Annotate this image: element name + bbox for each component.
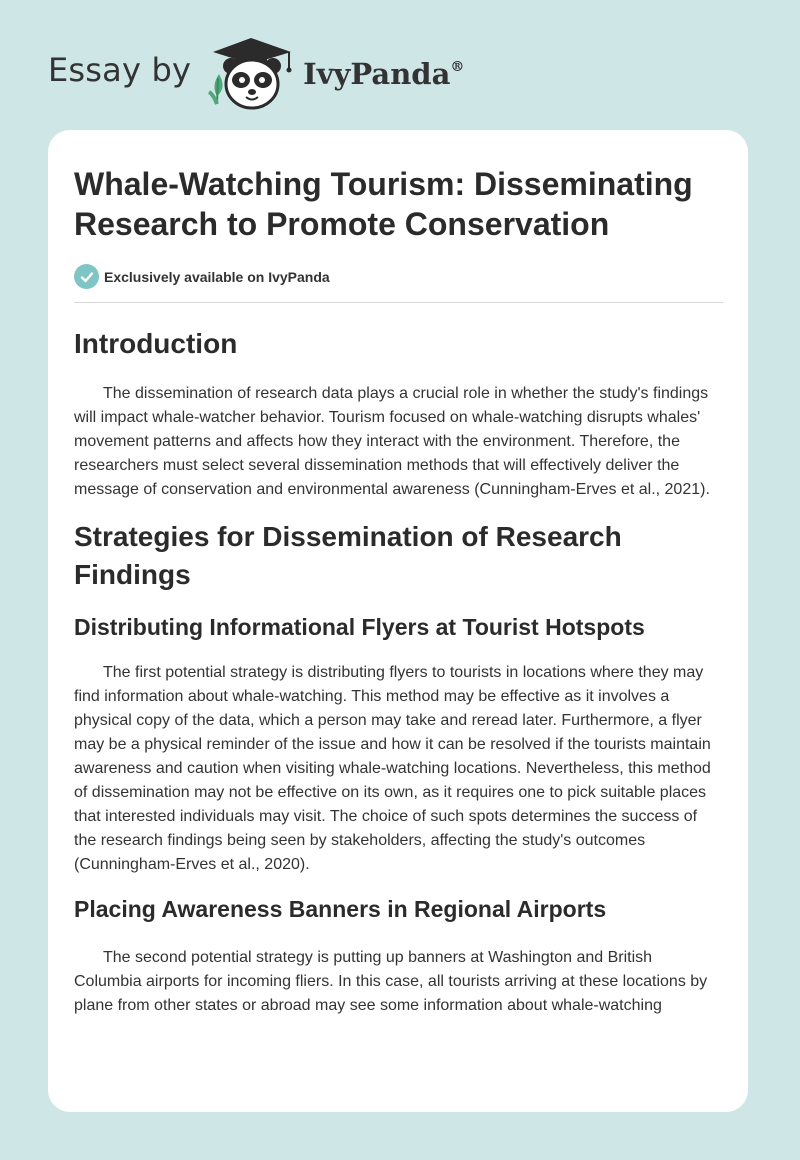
brand-text: IvyPanda [303,57,451,91]
paragraph-introduction: The dissemination of research data plays a crucial role in whether the study's findings will impact whale-watcher behavior. Tourism focused on whale-watching disrupts whales' movement patterns and affects how they interact with the environment. Therefore, the researchers must select several dissemination methods that will effectively deliver the message of conservation and environmental awareness (Cunningham-Erves et al., 2021). [74,385,710,498]
article-title: Whale-Watching Tourism: Disseminating Research to Promote Conservation [74,166,693,242]
exclusive-badge [74,264,723,303]
paragraph-flyers: The first potential strategy is distributing flyers to tourists in locations where they may find information about whale-watching. This method may be effective as it involves a physical copy of the data, which a person may take and reread later. Furthermore, a flyer may be a physical reminder of the issue and how it can be resolved if the tourists maintain awareness and caution when visiting whale-watching locations. Nevertheless, this method of dissemination may not be effective on its own, as it requires one to pick suitable places that interested individuals may visit. The choice of such spots determines the success of the research findings being seen by stakeholders, affecting the study's outcomes (Cunningham-Erves et al., 2020). [74,664,711,873]
heading-strategies: Strategies for Dissemination of Research Findings [74,521,622,590]
essay-by-label: Essay by [48,51,192,89]
paragraph-banners: The second potential strategy is putting up banners at Washington and British Columbia airports for incoming fliers. In this case, all tourists arriving at these locations by plane from other states or abroad may see some information about whale-watching [74,949,708,1014]
site-header [48,34,464,112]
heading-flyers: Distributing Informational Flyers at Tourist Hotspots [74,614,645,640]
heading-introduction: Introduction [74,328,238,359]
panda-logo-icon[interactable] [205,34,301,112]
heading-banners: Placing Awareness Banners in Regional Airports [74,896,607,922]
brand-name[interactable] [303,57,464,91]
registered-mark: ® [450,59,465,75]
check-circle-icon [74,264,99,289]
exclusive-badge-text: Exclusively available on IvyPanda [104,268,330,285]
article-card [48,130,748,1112]
